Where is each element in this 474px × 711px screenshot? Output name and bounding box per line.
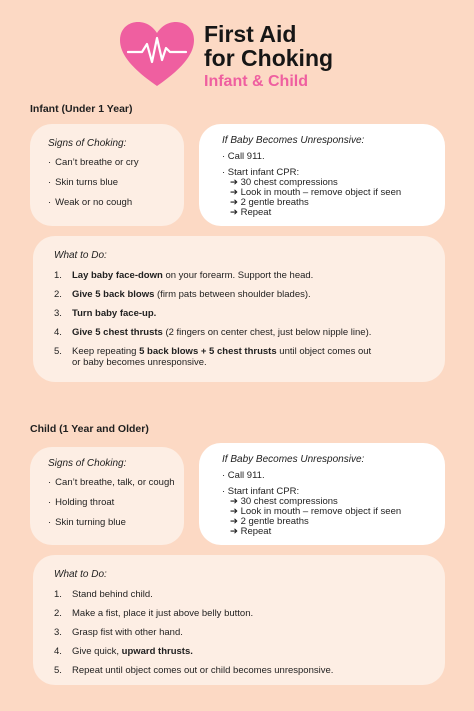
title-line-1: First Aid xyxy=(204,21,297,47)
list-item: 2. Make a fist, place it just above belly button. xyxy=(54,608,254,619)
list-item: · Can’t breathe, talk, or cough xyxy=(48,477,184,489)
child-unresponsive-card xyxy=(199,443,445,545)
child-what-to-do-title: What to Do: xyxy=(54,569,107,580)
list-item: ➔ 30 chest compressions xyxy=(230,496,338,507)
list-item: 3. Grasp fist with other hand. xyxy=(54,627,183,638)
list-item: ➔ Repeat xyxy=(230,526,272,537)
infant-what-to-do-card xyxy=(33,236,445,382)
child-what-to-do-card xyxy=(33,555,445,685)
list-item: ➔ Repeat xyxy=(230,207,272,218)
child-unresponsive-title: If Baby Becomes Unresponsive: xyxy=(222,454,365,465)
child-signs-card xyxy=(30,447,184,545)
heart-pulse-icon xyxy=(120,22,194,88)
list-item: 4. Give 5 chest thrusts (2 fingers on center chest, just below nipple line). xyxy=(54,327,372,338)
title-line-2: for Choking xyxy=(204,45,334,71)
child-section-label: Child (1 Year and Older) xyxy=(30,423,149,435)
header xyxy=(0,0,474,100)
list-item: · Holding throat xyxy=(48,497,184,509)
child-call-911: · Call 911. xyxy=(222,470,265,481)
list-item: · Skin turns blue xyxy=(48,177,184,189)
list-item: · Weak or no cough xyxy=(48,197,184,209)
list-item: 5. Keep repeating 5 back blows + 5 chest thrusts until object comes out or baby becomes unresponsive. xyxy=(54,346,372,368)
infant-what-to-do-title: What to Do: xyxy=(54,250,107,261)
list-item: 5. Repeat until object comes out or child becomes unresponsive. xyxy=(54,665,334,676)
list-item: ➔ 2 gentle breaths xyxy=(230,516,309,527)
infant-unresponsive-title: If Baby Becomes Unresponsive: xyxy=(222,135,365,146)
infant-signs-card xyxy=(30,124,184,226)
list-item: ➔ Look in mouth – remove object if seen xyxy=(230,187,402,198)
list-item: ➔ 2 gentle breaths xyxy=(230,197,309,208)
list-item: ➔ 30 chest compressions xyxy=(230,177,338,188)
list-item: 4. Give quick, upward thrusts. xyxy=(54,646,193,657)
infant-call-911: · Call 911. xyxy=(222,151,265,162)
list-item: 1. Stand behind child. xyxy=(54,589,153,600)
infant-section-label: Infant (Under 1 Year) xyxy=(30,103,133,115)
list-item: 3. Turn baby face-up. xyxy=(54,308,157,319)
infant-signs-list xyxy=(48,157,184,209)
list-item: ➔ Look in mouth – remove object if seen xyxy=(230,506,402,517)
list-item: 2. Give 5 back blows (firm pats between shoulder blades). xyxy=(54,289,311,300)
infant-unresponsive-card xyxy=(199,124,445,226)
list-item: · Skin turning blue xyxy=(48,517,184,529)
list-item: · Can’t breathe or cry xyxy=(48,157,184,169)
child-start-cpr: · Start infant CPR: xyxy=(222,486,300,497)
child-signs-title: Signs of Choking: xyxy=(48,458,127,469)
infant-signs-title: Signs of Choking: xyxy=(48,138,127,149)
infant-start-cpr: · Start infant CPR: xyxy=(222,167,300,178)
subtitle: Infant & Child xyxy=(204,73,308,90)
list-item: 1. Lay baby face-down on your forearm. Support the head. xyxy=(54,270,314,281)
child-signs-list xyxy=(48,477,184,529)
